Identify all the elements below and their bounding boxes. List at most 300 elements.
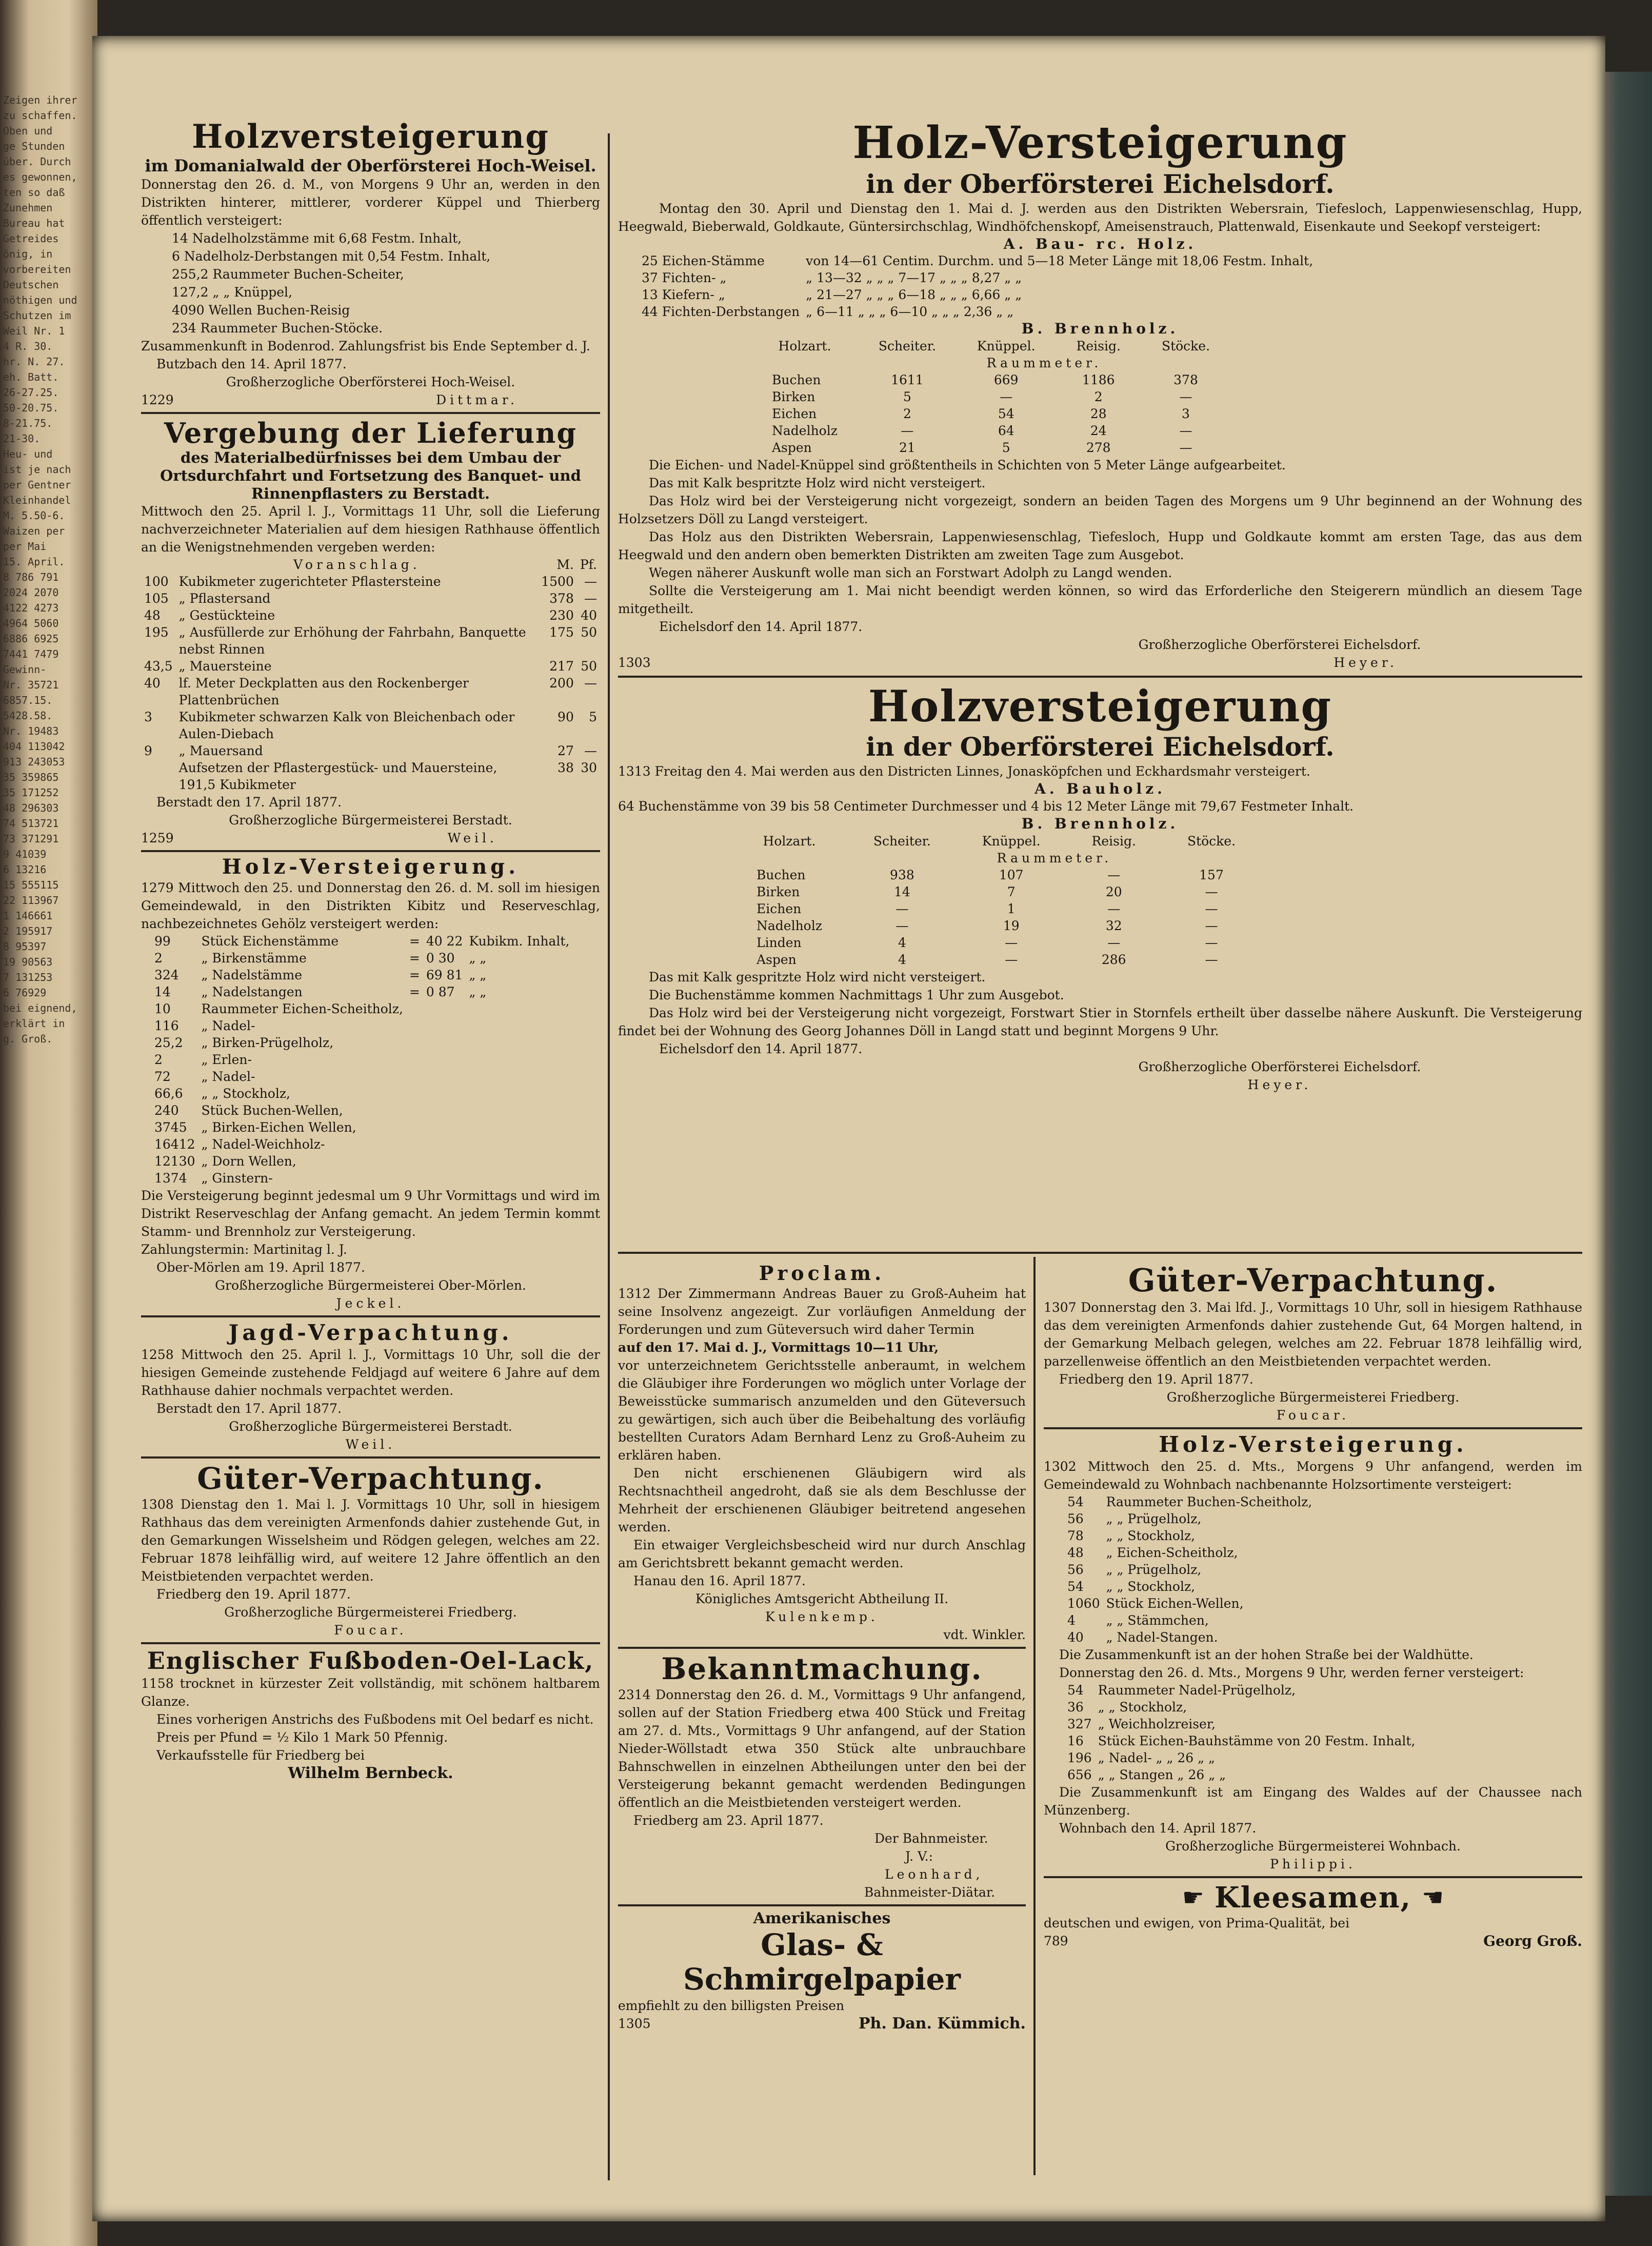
margin-line: bei eignend, <box>3 1002 77 1014</box>
table-cell <box>423 1034 466 1051</box>
table-cell: 5 <box>589 710 597 725</box>
table-cell: 2 <box>154 951 163 966</box>
table-cell: 105 <box>144 591 169 606</box>
table-cell: — <box>1205 952 1218 967</box>
ad-holz-versteigerung-eichelsdorf-1 <box>618 118 1582 672</box>
margin-line: Schutzen im <box>3 309 71 322</box>
ad-gueter-verpachtung-melbach <box>1044 1262 1582 1424</box>
bauholz-table <box>639 252 1316 320</box>
margin-line: per Gentner <box>3 479 71 491</box>
table-cell: 16 <box>1067 1733 1084 1748</box>
table-cell: 4 <box>1067 1612 1076 1628</box>
margin-line: 73 371291 <box>3 833 59 845</box>
item-list <box>141 229 600 337</box>
table-row <box>731 934 1261 951</box>
note-line: Sollte die Versteigerung am 1. Mai nicht beendigt werden können, so wird das Erforderliche den Steigerern mündlich an diesem Tage mitgetheilt. <box>618 583 1582 617</box>
table-cell: Eichen <box>772 406 817 422</box>
ad-title: Vergebung der Lieferung <box>164 416 578 449</box>
ad-text: 64 Buchenstämme von 39 bis 58 Centimeter Durchmesser und 4 bis 12 Meter Länge mit 79,67 Festmeter Inhalt. <box>618 799 1354 814</box>
margin-line: 6886 6925 <box>3 633 59 645</box>
ad-text: Zusammenkunft in Bodenrod. Zahlungsfrist bis Ende September d. J. <box>141 338 590 353</box>
table-cell <box>423 1102 466 1119</box>
table-cell: „ „ Prügelholz, <box>1106 1562 1202 1577</box>
place-date: Ober-Mörlen am 19. April 1877. <box>156 1260 365 1275</box>
table-row <box>151 1085 572 1102</box>
table-unit-row <box>731 850 1261 866</box>
margin-line: 9 41039 <box>3 848 47 860</box>
table-cell <box>406 1170 423 1187</box>
table-cell <box>731 850 848 866</box>
signature: Jeckel. <box>336 1296 405 1311</box>
table-cell: 656 <box>1067 1767 1092 1782</box>
brennholz-table <box>751 338 1230 456</box>
table-cell: Aufsetzen der Pflastergestück- und Mauersteine, 191,5 Kubikmeter <box>178 760 497 793</box>
table-cell: — <box>1005 952 1018 967</box>
margin-line: 4122 4273 <box>3 602 59 614</box>
table-row <box>141 742 600 759</box>
table-cell: „ Pflastersand <box>178 591 271 606</box>
table-cell: 72 <box>154 1069 171 1085</box>
margin-line: 8 95397 <box>3 940 47 953</box>
ad-text: 1158 trocknet in kürzester Zeit vollständig, mit schönem haltbarem Glanze. <box>141 1676 600 1709</box>
table-cell <box>406 1051 423 1068</box>
table-cell: 286 <box>1101 952 1126 967</box>
table-cell: Stück Buchen-Wellen, <box>201 1103 343 1118</box>
table-cell: 50 <box>581 625 597 640</box>
table-cell: 38 <box>558 760 574 776</box>
table-cell: 1 <box>1007 901 1016 916</box>
table-cell: „ „ Stockholz, <box>1106 1579 1196 1594</box>
note-line: Die Eichen- und Nadel-Knüppel sind größtentheils in Schichten von 5 Meter Länge aufgearbeitet. <box>649 458 1286 473</box>
table-cell: „ Nadelstangen <box>201 984 303 1000</box>
table-row <box>751 371 1230 388</box>
table-cell: 2 <box>1094 389 1103 405</box>
table-cell: von 14—61 Centim. Durchm. und 5—18 Meter Länge mit 18,06 Festm. Inhalt, <box>806 253 1313 269</box>
table-cell: „ 13—32 „ „ „ 7—17 „ „ „ 8,27 „ „ <box>806 270 1022 286</box>
table-cell: „ Birken-Prügelholz, <box>201 1035 334 1051</box>
table-cell: Linden <box>757 935 802 950</box>
table-cell: Buchen <box>757 867 806 882</box>
table-cell <box>466 1136 572 1153</box>
ad-vergebung-lieferung <box>141 417 600 847</box>
table-cell: 157 <box>1199 867 1224 882</box>
table-cell: 175 <box>549 625 574 640</box>
column-2a <box>618 1262 1026 2180</box>
ad-text: empfiehlt zu den billigsten Preisen <box>618 1998 845 2013</box>
column-2b <box>1044 1262 1582 2180</box>
table-row <box>151 1170 572 1187</box>
table-cell <box>466 1153 572 1170</box>
table-cell: 12130 <box>154 1154 195 1169</box>
table-row <box>141 590 600 607</box>
newspaper-page <box>3 36 1605 2221</box>
table-cell <box>423 1017 466 1034</box>
table-cell <box>423 1153 466 1170</box>
table-row <box>751 439 1230 456</box>
table-cell: 14 <box>154 984 171 1000</box>
note-line: Das Holz wird bei der Versteigerung nicht vorgezeigt, Forstwart Stier in Stornfels ertheilt über dasselbe nähere Auskunft. Die Versteigerung findet bei der Wohnung des Georg Johannes Döll in Langd statt und beginnt Morgens 9 Uhr. <box>618 1005 1582 1038</box>
margin-line: 22 113967 <box>3 894 59 907</box>
margin-line: eh. Batt. <box>3 371 59 383</box>
ad-title: Holz-Versteigerung <box>852 118 1348 169</box>
signature-line: Leonhard, <box>885 1867 984 1882</box>
table-cell <box>406 1034 423 1051</box>
table-cell: 50 <box>581 659 597 674</box>
table-cell: „ Birkenstämme <box>201 951 307 966</box>
margin-line: Weil Nr. 1 <box>3 325 65 337</box>
ad-number: 1259 <box>141 831 174 846</box>
ad-title: Holzversteigerung <box>191 118 550 156</box>
ad-title: Bekanntmachung. <box>661 1651 983 1686</box>
table-cell <box>466 1102 572 1119</box>
brennholz-table <box>731 833 1261 968</box>
table-cell: 2 <box>154 1052 163 1068</box>
ad-text: Die Zusammenkunft ist am Eingang des Waldes auf der Chaussee nach Münzenberg. <box>1044 1784 1582 1818</box>
margin-line: hr. N. 27. <box>3 356 65 368</box>
table-unit-row <box>751 354 1230 371</box>
margin-line: Oben und <box>3 125 53 137</box>
table-cell: 4 <box>898 952 906 967</box>
table-cell: — <box>1179 423 1192 439</box>
table-row <box>639 252 1316 269</box>
signature: Philippi. <box>1270 1856 1356 1871</box>
table-cell: 7 <box>1007 884 1016 899</box>
ad-separator <box>618 1252 1582 1254</box>
table-cell: 324 <box>154 968 179 983</box>
table-cell: — <box>1205 918 1218 933</box>
ad-glas-schmirgelpapier <box>618 1909 1026 2032</box>
table-cell <box>423 1085 466 1102</box>
signature: Kulenkemp. <box>765 1609 879 1624</box>
ad-title: Proclam. <box>759 1262 885 1285</box>
column-1 <box>141 118 600 2196</box>
margin-line: Waizen per <box>3 525 65 537</box>
margin-line: ge Stunden <box>3 140 65 152</box>
table-cell: „ Nadel-Weichholz- <box>201 1137 325 1152</box>
table-cell: 14 <box>894 884 910 899</box>
table-row <box>151 1034 572 1051</box>
table-cell: 195 <box>144 625 169 640</box>
table-cell: 5 <box>903 389 911 405</box>
note-line: Das mit Kalk gespritzte Holz wird nicht versteigert. <box>649 969 986 984</box>
table-cell: 16412 <box>154 1137 195 1152</box>
signature: Foucar. <box>1276 1408 1350 1423</box>
table-cell: — <box>1205 935 1218 950</box>
ad-gueter-verpachtung-wisselsheim <box>141 1462 600 1640</box>
table-cell: „ Gestückteine <box>178 608 275 623</box>
pointing-hand-icon: ☛ <box>1182 1883 1204 1912</box>
ad-text: 1258 Mittwoch den 25. April l. J., Vormittags 10 Uhr, soll die der hiesigen Gemeinde zustehende Feldjagd auf weitere 6 Jahre auf dem Rathhause dahier nochmals verpachtet werden. <box>141 1347 600 1398</box>
table-cell: 938 <box>890 867 914 882</box>
office: Großherzogliche Oberförsterei Eichelsdorf. <box>1138 637 1421 653</box>
office: Großherzogliche Oberförsterei Eichelsdorf. <box>1138 1059 1421 1074</box>
table-row <box>1064 1749 1418 1766</box>
place-date: Berstadt den 17. April 1877. <box>156 795 342 810</box>
margin-line: nöthigen und <box>3 294 77 306</box>
office: Großherzogliche Oberförsterei Hoch-Weisel. <box>226 374 515 389</box>
table-cell: „ Nadel- <box>201 1069 255 1085</box>
table-row <box>1064 1578 1315 1595</box>
ad-title: Güter-Verpachtung. <box>197 1461 544 1496</box>
ad-number: 789 <box>1044 1933 1068 1948</box>
margin-line: önig, in <box>3 248 53 260</box>
table-cell: = <box>409 951 420 966</box>
signature-line: J. V.: <box>905 1849 933 1864</box>
table-cell: 54 <box>1067 1579 1084 1594</box>
payment-term: Zahlungstermin: Martinitag l. J. <box>141 1242 347 1257</box>
table-row <box>1064 1629 1315 1646</box>
margin-line: 35 171252 <box>3 786 59 799</box>
table-row <box>731 883 1261 900</box>
table-cell: 25,2 <box>154 1035 183 1051</box>
table-row <box>151 1017 572 1034</box>
table-cell: 48 <box>1067 1545 1084 1560</box>
table-cell: „ Ausfüllerde zur Erhöhung der Fahrbahn, Banquette nebst Rinnen <box>178 625 526 657</box>
date-line: auf den 17. Mai d. J., Vormittags 10—11 Uhr, <box>618 1339 939 1355</box>
table-cell: „ Weichholzreiser, <box>1098 1716 1216 1731</box>
table-cell: 1060 <box>1067 1595 1100 1611</box>
table-cell: 32 <box>1105 918 1122 933</box>
ad-title: Englischer Fußboden-Oel-Lack, <box>147 1647 594 1675</box>
table-cell: Birken <box>772 389 815 405</box>
table-cell: 116 <box>154 1018 179 1034</box>
place-date: Friedberg den 19. April 1877. <box>156 1587 351 1602</box>
list-item: 4090 Wellen Buchen-Reisig <box>172 302 350 318</box>
table-cell: Birken <box>757 884 800 899</box>
ad-text: Ein etwaiger Vergleichsbescheid wird nur durch Anschlag am Gerichtsbrett bekannt gemacht werden. <box>618 1537 1026 1570</box>
table-header: Holzart. <box>763 833 816 849</box>
table-cell: 54 <box>1067 1682 1084 1698</box>
section-heading: A. Bauholz. <box>1034 780 1166 797</box>
table-cell: 100 <box>144 574 169 589</box>
ad-fussboden-oel-lack <box>141 1647 600 1782</box>
margin-line: 6 76929 <box>3 987 47 999</box>
ad-separator <box>618 1904 1026 1906</box>
table-cell <box>466 1085 572 1102</box>
ad-text: Den nicht erschienenen Gläubigern wird als Rechtsnachtheil angedroht, daß sie als dem Beschlusse der Mehrheit der erschienenen Gläubiger beitretend angesehen werden. <box>618 1465 1026 1534</box>
table-cell <box>406 1068 423 1085</box>
table-header: Stöcke. <box>1187 833 1236 849</box>
note-line: Die Buchenstämme kommen Nachmittags 1 Uhr zum Ausgebot. <box>649 987 1064 1002</box>
margin-line: es gewonnen, <box>3 171 77 183</box>
note-line: Das Holz aus den Distrikten Webersrain, Lappenwiesenschlag, Tiefesloch, Hupp und Goldkaute kommt am ersten Tage, das aus dem Heegwald und den andern oben bemerkten Distrikten am zweiten Tage zum Ausgebot. <box>618 529 1582 563</box>
table-cell: 217 <box>549 659 574 674</box>
table-cell: Raummeter Eichen-Scheitholz, <box>201 1001 403 1017</box>
table-cell <box>466 1170 572 1187</box>
signature-line: Bahnmeister-Diätar. <box>864 1885 996 1900</box>
table-row <box>639 286 1316 303</box>
table-cell: 24 <box>1090 423 1107 439</box>
table-cell <box>751 354 858 371</box>
wood-table <box>151 933 572 1187</box>
table-cell <box>423 1051 466 1068</box>
table-header: Reisig. <box>1076 339 1121 354</box>
table-cell: Stück Eichen-Bauhstämme von 20 Festm. Inhalt, <box>1098 1733 1416 1748</box>
table-cell: 1374 <box>154 1171 187 1186</box>
table-cell <box>466 1000 572 1017</box>
table-cell: „ Dorn Wellen, <box>201 1154 296 1169</box>
office: Großherzogliche Bürgermeisterei Wohnbach. <box>1165 1838 1461 1854</box>
table-cell: Kubikm. Inhalt, <box>469 934 570 949</box>
margin-line: 6 13216 <box>3 863 47 876</box>
table-cell: 13 Kiefern- „ <box>642 287 725 303</box>
margin-line: 74 513721 <box>3 817 59 830</box>
signature-line: Der Bahnmeister. <box>874 1831 988 1846</box>
note-line: Das Holz wird bei der Versteigerung nicht vorgezeigt, sondern an beiden Tagen des Morgens um 9 Uhr beginnend an der Wohnung des Holzsetzers Döll zu Langd versteigert. <box>618 494 1582 527</box>
table-cell: „ Nadel-Stangen. <box>1106 1629 1218 1645</box>
table-cell: 44 Fichten-Derbstangen <box>642 304 800 320</box>
table-cell: „ Birken-Eichen Wellen, <box>201 1120 356 1135</box>
margin-line: 913 243053 <box>3 756 65 768</box>
table-cell: 40 <box>1067 1629 1084 1645</box>
table-cell: 10 <box>154 1001 171 1017</box>
margin-line: 7441 7479 <box>3 648 59 660</box>
note-line: Das mit Kalk bespritzte Holz wird nicht versteigert. <box>649 476 986 491</box>
table-cell: Aspen <box>757 952 797 967</box>
price: Preis per Pfund = ½ Kilo 1 Mark 50 Pfennig. <box>156 1730 448 1745</box>
ad-text: Donnerstag den 26. d. M., von Morgens 9 Uhr an, werden in den Distrikten hinterer, mittlerer, vorderer Küppel und Thierberg öffentlich versteigert: <box>141 176 600 228</box>
margin-line: 48 296303 <box>3 802 59 814</box>
margin-line: 35 359865 <box>3 771 59 783</box>
table-header-row <box>731 833 1261 850</box>
table-cell: „ „ Stockholz, <box>1106 1528 1196 1543</box>
table-cell: Raummeter Buchen-Scheitholz, <box>1106 1494 1312 1509</box>
table-cell: 378 <box>1173 372 1198 388</box>
table-cell: 69 81 <box>426 968 463 983</box>
place-date: Wohnbach den 14. April 1877. <box>1059 1820 1257 1836</box>
table-cell: 54 <box>998 406 1014 422</box>
ad-subtitle: des Materialbedürfnisses bei dem Umbau der Ortsdurchfahrt und Fortsetzung des Banquet- und Rinnenpflasters zu Berstadt. <box>160 449 581 502</box>
table-cell: — <box>1107 867 1121 882</box>
table-cell: „ „ Prügelholz, <box>1106 1511 1202 1526</box>
place-date: Eichelsdorf den 14. April 1877. <box>659 619 863 635</box>
place-date: Berstadt den 17. April 1877. <box>156 1401 342 1416</box>
table-cell <box>466 1034 572 1051</box>
table-cell: — <box>1205 901 1218 916</box>
table-cell <box>406 1102 423 1119</box>
margin-line: über. Durch <box>3 155 71 168</box>
table-cell: 36 <box>1067 1699 1084 1715</box>
table-cell: „ Mauersteine <box>178 659 272 674</box>
table-row <box>151 1068 572 1085</box>
margin-line: erklärt in <box>3 1017 65 1030</box>
ad-title: Kleesamen, <box>1214 1880 1412 1915</box>
signature: Ph. Dan. Kümmich. <box>858 2014 1026 2033</box>
table-cell <box>466 1051 572 1068</box>
margin-line: vorbereiten <box>3 263 71 275</box>
margin-line: Nr. 35721 <box>3 679 59 691</box>
table-cell: — <box>895 901 909 916</box>
table-row <box>151 1136 572 1153</box>
table-cell: Nadelholz <box>772 423 838 439</box>
table-cell: — <box>1005 935 1018 950</box>
ad-text: 1307 Donnerstag den 3. Mai lfd. J., Vormittags 10 Uhr, soll in hiesigem Rathhause das dem vereinigten Armenfonds dahier zustehende Gut, 64 Morgen haltend, in der Gemarkung Melbach gelegen, welches am 22. Februar 1878 leihfällig wird, parzellenweise öffentlich an den Meistbietenden verpachtet werden. <box>1044 1300 1582 1369</box>
table-cell: 20 <box>1105 884 1122 899</box>
table-cell <box>466 1068 572 1085</box>
table-cell <box>423 1068 466 1085</box>
table-cell: „ Erlen- <box>201 1052 252 1068</box>
table-cell: — <box>584 574 597 589</box>
margin-line: 21-30. <box>3 432 41 445</box>
ad-text: vor unterzeichnetem Gerichtsstelle anberaumt, in welchem die Gläubiger ihre Forderungen wo möglich unter Vorlage der Beweisstücke summarisch anzumelden und den Güteversuch zu gewärtigen, sich auch über die Beibehaltung des vorläufig bestellten Curators Adam Bernhard Lenz zu Groß-Auheim zu erklären haben. <box>618 1357 1026 1463</box>
table-cell: 28 <box>1090 406 1107 422</box>
margin-line: 4 R. 30. <box>3 340 53 352</box>
margin-line: Bureau hat <box>3 217 65 229</box>
table-cell: = <box>409 968 420 983</box>
table-cell: „ Nadelstämme <box>201 968 302 983</box>
wood-table <box>1064 1682 1418 1783</box>
table-cell: 107 <box>999 867 1024 882</box>
margin-line: Zeigen ihrer <box>3 94 77 106</box>
margin-line: 26-27.25. <box>3 386 59 399</box>
margin-line: Gewinn- <box>3 663 47 676</box>
ad-separator <box>141 1456 600 1459</box>
table-cell <box>406 1085 423 1102</box>
table-cell: 19 <box>1003 918 1020 933</box>
table-cell: Stück Eichenstämme <box>201 934 339 949</box>
signature: Wilhelm Bernbeck. <box>288 1764 453 1783</box>
margin-line: ten so daß <box>3 186 65 199</box>
table-cell <box>406 1000 423 1017</box>
pointing-hand-icon: ☚ <box>1422 1883 1444 1912</box>
table-cell: 40 22 <box>426 934 463 949</box>
margin-line: ist je nach <box>3 463 71 476</box>
seller: Verkaufsstelle für Friedberg bei <box>156 1748 365 1763</box>
table-cell: Nadelholz <box>757 918 822 933</box>
signature: Weil. <box>447 831 497 846</box>
ad-separator <box>141 412 600 414</box>
ad-separator <box>618 676 1582 678</box>
table-cell: „ Eichen-Scheitholz, <box>1106 1545 1238 1560</box>
table-header: Scheiter. <box>878 339 936 354</box>
signature: Dittmar. <box>436 392 518 407</box>
ad-bekanntmachung <box>618 1652 1026 1902</box>
place-date: Eichelsdorf den 14. April 1877. <box>659 1041 863 1056</box>
table-cell: 1611 <box>891 372 924 388</box>
table-cell: Stück Eichen-Wellen, <box>1106 1595 1244 1611</box>
table-row <box>141 573 600 590</box>
place-date: Friedberg am 23. April 1877. <box>633 1813 824 1828</box>
table-cell: 3 <box>144 710 152 725</box>
note-line: Wegen näherer Auskunft wolle man sich an Forstwart Adolph zu Langd wenden. <box>649 565 1172 581</box>
ad-title: Holz-Versteigerung. <box>222 855 520 879</box>
table-cell: 9 <box>144 743 152 759</box>
column-rule <box>608 133 610 2180</box>
table-cell: Aspen <box>772 440 812 456</box>
margin-line: 15. April. <box>3 556 65 568</box>
table-row <box>1064 1612 1315 1629</box>
margin-line: Getreides <box>3 232 59 245</box>
table-row <box>731 866 1261 883</box>
table-cell: „ Mauersand <box>178 743 263 759</box>
margin-line: Kleinhandel <box>3 494 71 506</box>
table-cell: — <box>1179 440 1192 456</box>
table-row <box>639 269 1316 286</box>
ad-text: Mittwoch den 25. April l. J., Vormittags 11 Uhr, soll die Lieferung nachverzeichneter Materialien auf dem hiesigen Rathhause öffentlich an die Wenigstnehmenden vergeben werden: <box>141 504 600 555</box>
margin-line: per Mai <box>3 540 47 553</box>
table-header: Reisig. <box>1091 833 1136 849</box>
margin-line: 4964 5060 <box>3 617 59 629</box>
list-item: 6 Nadelholz-Derbstangen mit 0,54 Festm. Inhalt, <box>172 248 491 264</box>
list-item: 14 Nadelholzstämme mit 6,68 Festm. Inhalt, <box>172 230 462 246</box>
table-row <box>151 1153 572 1170</box>
table-cell: 669 <box>993 372 1019 388</box>
ad-title: Güter-Verpachtung. <box>1128 1262 1498 1299</box>
table-header-row <box>751 338 1230 354</box>
table-cell <box>406 1017 423 1034</box>
ad-holz-versteigerung-ober-moerlen <box>141 855 600 1312</box>
table-cell: 21 <box>899 440 915 456</box>
